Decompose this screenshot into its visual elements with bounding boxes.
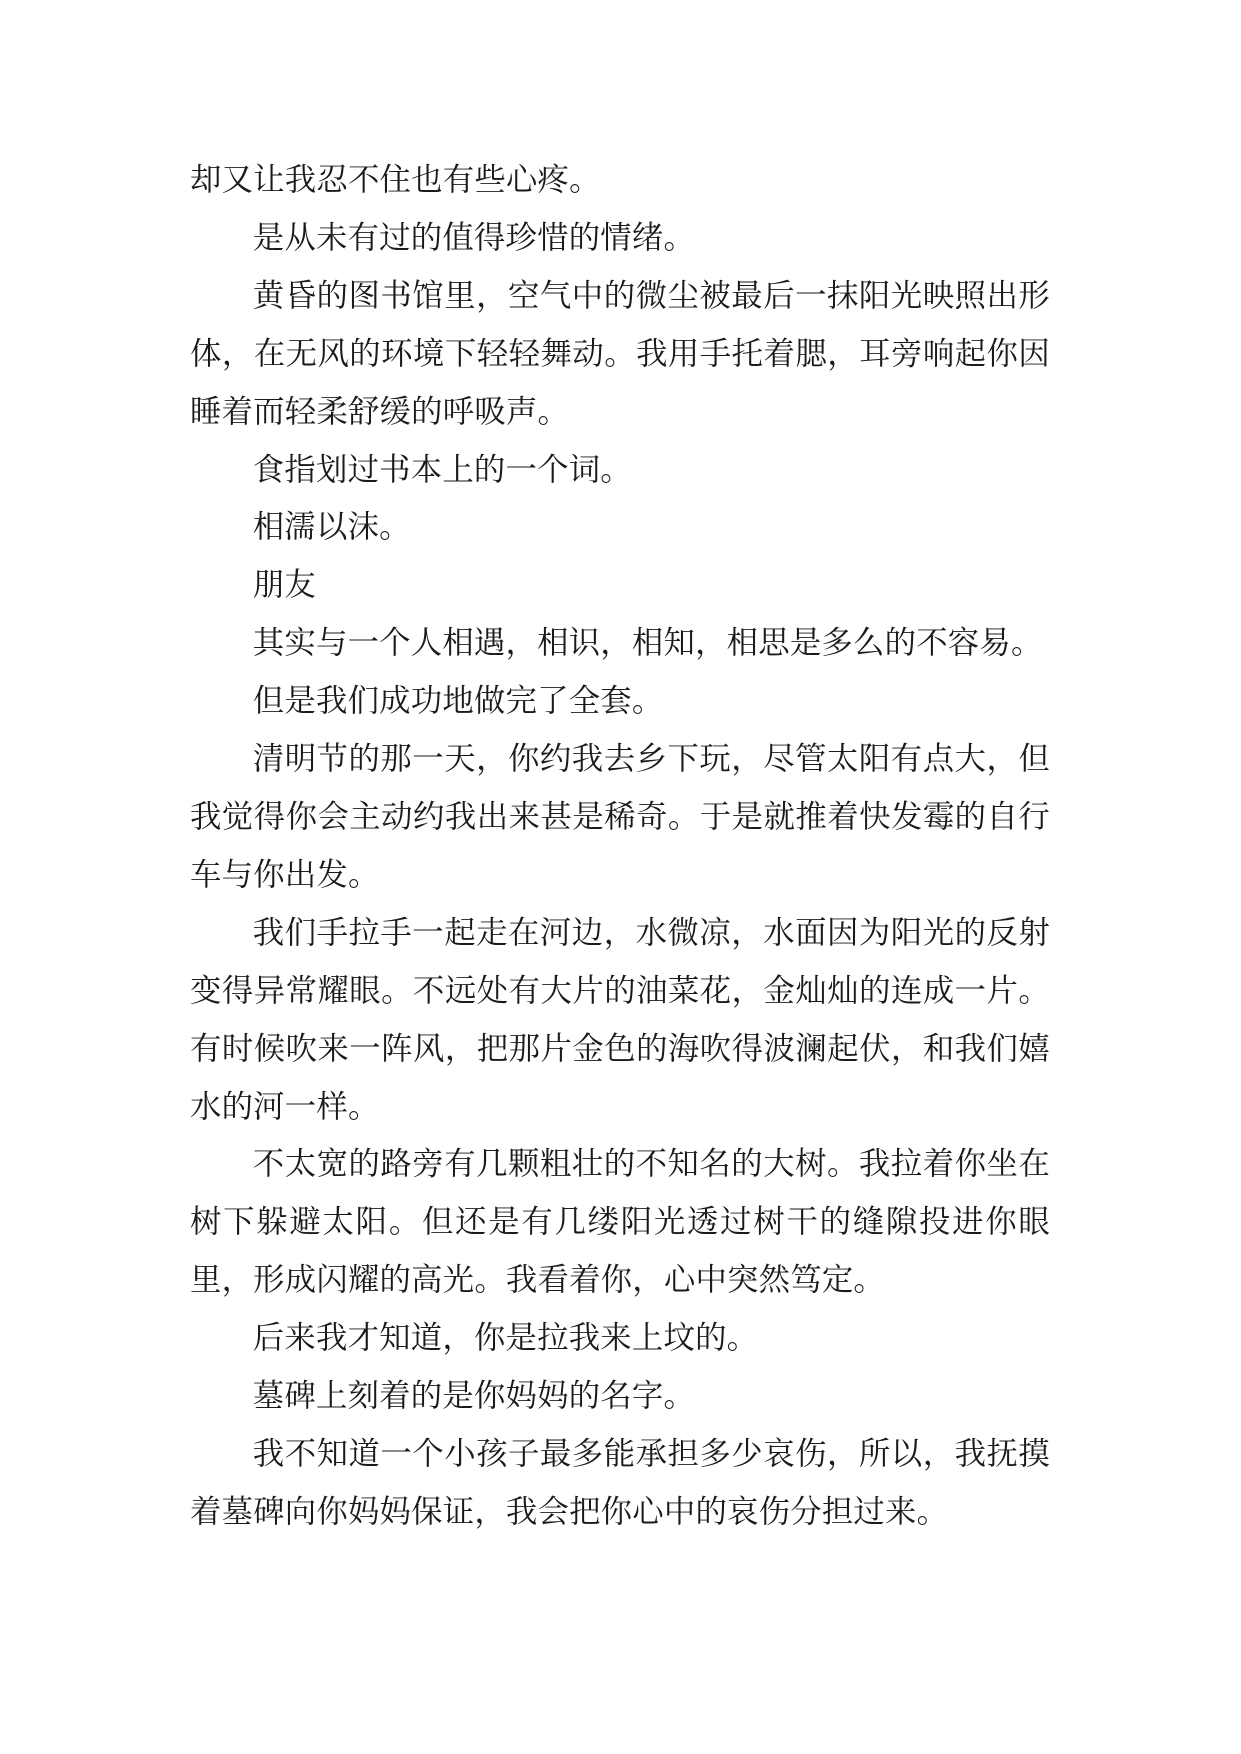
paragraph: 相濡以沫。 bbox=[252, 509, 411, 546]
paragraph: 是从未有过的值得珍惜的情绪。 bbox=[252, 219, 696, 256]
paragraph: 其实与一个人相遇，相识，相知，相思是多么的不容易。 bbox=[252, 625, 1043, 662]
paragraph: 黄昏的图书馆里，空气中的微尘被最后一抹阳光映照出形体，在无风的环境下轻轻舞动。我用手托着腮，耳旁响起你因睡着而轻柔舒缓的呼吸声。 bbox=[190, 277, 1050, 430]
paragraph: 却又让我忍不住也有些心疼。 bbox=[190, 162, 601, 198]
paragraph: 墓碑上刻着的是你妈妈的名字。 bbox=[252, 1378, 696, 1415]
paragraph: 不太宽的路旁有几颗粗壮的不知名的大树。我拉着你坐在树下躲避太阳。但还是有几缕阳光透过树干的缝隙投进你眼里，形成闪耀的高光。我看着你，心中突然笃定。 bbox=[190, 1146, 1050, 1299]
paragraph: 但是我们成功地做完了全套。 bbox=[252, 683, 664, 720]
section-heading: 朋友 bbox=[252, 567, 316, 604]
paragraph: 我不知道一个小孩子最多能承担多少哀伤，所以，我抚摸着墓碑向你妈妈保证，我会把你心中的哀伤分担过来。 bbox=[190, 1435, 1050, 1530]
paragraph: 清明节的那一天，你约我去乡下玩，尽管太阳有点大，但我觉得你会主动约我出来甚是稀奇。于是就推着快发霉的自行车与你出发。 bbox=[190, 741, 1050, 893]
paragraph: 食指划过书本上的一个词。 bbox=[252, 451, 632, 488]
paragraph: 后来我才知道，你是拉我来上坟的。 bbox=[252, 1320, 759, 1357]
paragraph: 我们手拉手一起走在河边，水微凉，水面因为阳光的反射变得异常耀眼。不远处有大片的油菜花，金灿灿的连成一片。有时候吹来一阵风，把那片金色的海吹得波澜起伏，和我们嬉水的河一样。 bbox=[190, 914, 1050, 1125]
body-text bbox=[190, 152, 1050, 1542]
